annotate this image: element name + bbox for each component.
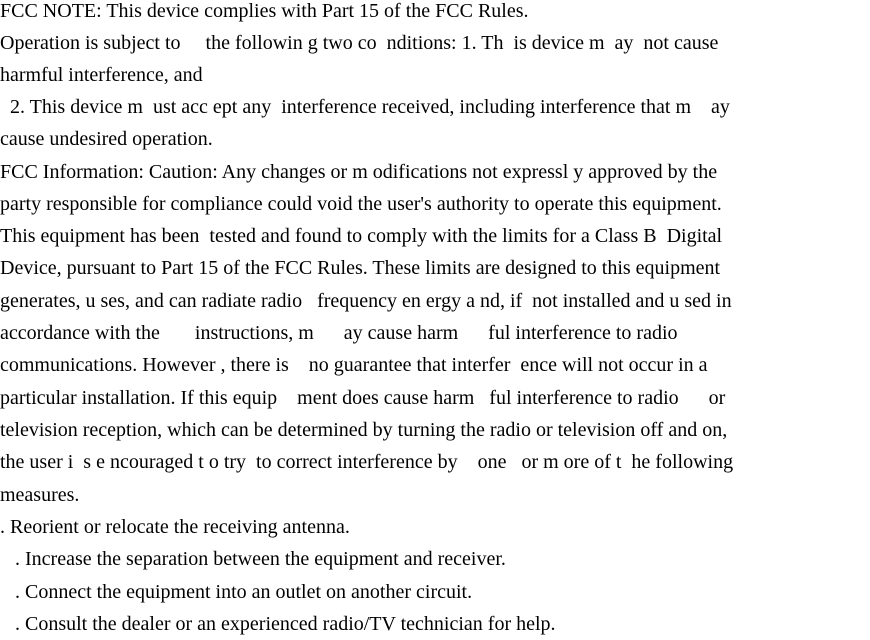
measure-item: . Connect the equipment into an outlet on another circuit. xyxy=(0,581,473,603)
text-line: 2. This device m ust acc ept any interference received, including interference that m ay xyxy=(0,96,730,118)
text-line: television reception, which can be determined by turning the radio or television off and on, xyxy=(0,419,728,441)
text-line: This equipment has been tested and found to comply with the limits for a Class B Digital xyxy=(0,225,723,247)
text-line: accordance with the instructions, m ay cause harm ful interference to radio xyxy=(0,322,678,344)
fcc-note-heading: FCC NOTE: This device complies with Part 15 of the FCC Rules. xyxy=(0,0,529,22)
text-line: measures. xyxy=(0,484,80,506)
measure-item: . Reorient or relocate the receiving antenna. xyxy=(0,516,350,538)
text-line: particular installation. If this equip ment does cause harm ful interference to radio or xyxy=(0,387,726,409)
text-line: generates, u ses, and can radiate radio frequency en ergy a nd, if not installed and u sed in xyxy=(0,290,732,312)
measure-item: . Consult the dealer or an experienced radio/TV technician for help. xyxy=(0,613,556,635)
text-line: Device, pursuant to Part 15 of the FCC Rules. These limits are designed to this equipment xyxy=(0,257,721,279)
text-line: Operation is subject to the followin g two co nditions: 1. Th is device m ay not cause xyxy=(0,32,719,54)
text-line: the user i s e ncouraged t o try to correct interference by one or m ore of t he following xyxy=(0,451,734,473)
text-line: communications. However , there is no guarantee that interfer ence will not occur in a xyxy=(0,354,708,376)
text-line: cause undesired operation. xyxy=(0,128,213,150)
fcc-information-line: FCC Information: Caution: Any changes or m odifications not expressl y approved by the xyxy=(0,161,718,183)
text-line: harmful interference, and xyxy=(0,64,203,86)
measure-item: . Increase the separation between the equipment and receiver. xyxy=(0,548,506,570)
text-line: party responsible for compliance could void the user's authority to operate this equipment. xyxy=(0,193,722,215)
